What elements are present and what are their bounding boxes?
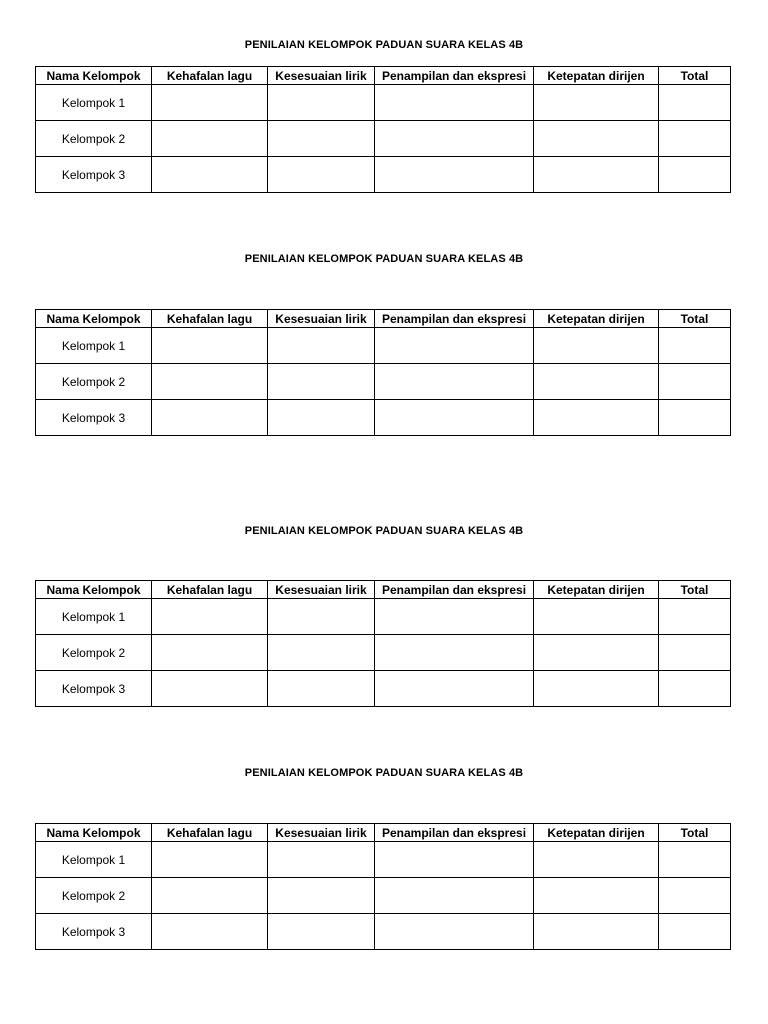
total-cell	[659, 842, 731, 878]
score-cell	[534, 85, 659, 121]
score-cell	[375, 635, 534, 671]
table-row	[36, 671, 731, 707]
score-cell	[375, 121, 534, 157]
table-header-row	[36, 824, 731, 842]
group-name-cell: Kelompok 2	[36, 635, 152, 671]
group-name-cell: Kelompok 2	[36, 878, 152, 914]
section-title: PENILAIAN KELOMPOK PADUAN SUARA KELAS 4B	[244, 525, 524, 537]
score-cell	[375, 914, 534, 950]
section-title: PENILAIAN KELOMPOK PADUAN SUARA KELAS 4B	[244, 39, 524, 51]
score-table	[35, 823, 731, 950]
score-cell	[534, 364, 659, 400]
score-cell	[152, 121, 268, 157]
score-table	[35, 580, 731, 707]
table-row	[36, 914, 731, 950]
score-cell	[534, 671, 659, 707]
header-nama-kelompok: Nama Kelompok	[36, 824, 152, 842]
score-cell	[152, 878, 268, 914]
score-cell	[375, 599, 534, 635]
score-cell	[268, 599, 375, 635]
header-kehafalan-lagu: Kehafalan lagu	[152, 67, 268, 85]
header-ketepatan-dirijen: Ketepatan dirijen	[534, 67, 659, 85]
score-cell	[534, 157, 659, 193]
score-cell	[375, 878, 534, 914]
score-cell	[375, 85, 534, 121]
table-row	[36, 400, 731, 436]
total-cell	[659, 85, 731, 121]
score-cell	[534, 914, 659, 950]
header-nama-kelompok: Nama Kelompok	[36, 310, 152, 328]
total-cell	[659, 400, 731, 436]
score-cell	[534, 121, 659, 157]
group-name-cell: Kelompok 1	[36, 842, 152, 878]
score-cell	[152, 635, 268, 671]
score-cell	[375, 671, 534, 707]
header-kehafalan-lagu: Kehafalan lagu	[152, 824, 268, 842]
total-cell	[659, 599, 731, 635]
total-cell	[659, 635, 731, 671]
score-cell	[152, 671, 268, 707]
table-row	[36, 599, 731, 635]
total-cell	[659, 914, 731, 950]
table-row	[36, 635, 731, 671]
group-name-cell: Kelompok 3	[36, 400, 152, 436]
header-kesesuaian-lirik: Kesesuaian lirik	[268, 581, 375, 599]
header-total: Total	[659, 310, 731, 328]
score-cell	[375, 400, 534, 436]
score-cell	[268, 878, 375, 914]
score-cell	[534, 400, 659, 436]
header-total: Total	[659, 824, 731, 842]
score-cell	[375, 157, 534, 193]
score-cell	[152, 842, 268, 878]
score-table	[35, 309, 731, 436]
table-row	[36, 157, 731, 193]
total-cell	[659, 328, 731, 364]
score-table	[35, 66, 731, 193]
table-row	[36, 364, 731, 400]
header-nama-kelompok: Nama Kelompok	[36, 67, 152, 85]
score-cell	[375, 842, 534, 878]
score-cell	[268, 121, 375, 157]
table-row	[36, 842, 731, 878]
score-cell	[268, 400, 375, 436]
group-name-cell: Kelompok 2	[36, 121, 152, 157]
score-cell	[268, 328, 375, 364]
section-title: PENILAIAN KELOMPOK PADUAN SUARA KELAS 4B	[244, 767, 524, 779]
score-cell	[268, 842, 375, 878]
group-name-cell: Kelompok 3	[36, 157, 152, 193]
score-cell	[375, 364, 534, 400]
header-nama-kelompok: Nama Kelompok	[36, 581, 152, 599]
header-kesesuaian-lirik: Kesesuaian lirik	[268, 824, 375, 842]
score-cell	[268, 85, 375, 121]
score-cell	[268, 914, 375, 950]
header-kehafalan-lagu: Kehafalan lagu	[152, 581, 268, 599]
total-cell	[659, 157, 731, 193]
table-row	[36, 85, 731, 121]
score-cell	[534, 328, 659, 364]
header-ketepatan-dirijen: Ketepatan dirijen	[534, 310, 659, 328]
score-cell	[534, 635, 659, 671]
header-penampilan-ekspresi: Penampilan dan ekspresi	[375, 310, 534, 328]
group-name-cell: Kelompok 3	[36, 914, 152, 950]
section-title: PENILAIAN KELOMPOK PADUAN SUARA KELAS 4B	[244, 253, 524, 265]
group-name-cell: Kelompok 1	[36, 85, 152, 121]
table-header-row	[36, 581, 731, 599]
header-kesesuaian-lirik: Kesesuaian lirik	[268, 310, 375, 328]
score-cell	[152, 914, 268, 950]
score-cell	[152, 599, 268, 635]
table-row	[36, 878, 731, 914]
header-penampilan-ekspresi: Penampilan dan ekspresi	[375, 581, 534, 599]
group-name-cell: Kelompok 1	[36, 599, 152, 635]
score-cell	[375, 328, 534, 364]
header-total: Total	[659, 581, 731, 599]
table-header-row	[36, 67, 731, 85]
header-ketepatan-dirijen: Ketepatan dirijen	[534, 581, 659, 599]
total-cell	[659, 878, 731, 914]
group-name-cell: Kelompok 2	[36, 364, 152, 400]
score-cell	[268, 157, 375, 193]
score-cell	[152, 364, 268, 400]
table-row	[36, 328, 731, 364]
total-cell	[659, 121, 731, 157]
table-row	[36, 121, 731, 157]
header-kesesuaian-lirik: Kesesuaian lirik	[268, 67, 375, 85]
score-cell	[152, 328, 268, 364]
header-penampilan-ekspresi: Penampilan dan ekspresi	[375, 67, 534, 85]
header-total: Total	[659, 67, 731, 85]
score-cell	[152, 157, 268, 193]
group-name-cell: Kelompok 3	[36, 671, 152, 707]
total-cell	[659, 671, 731, 707]
score-cell	[268, 671, 375, 707]
score-cell	[534, 599, 659, 635]
score-cell	[534, 842, 659, 878]
header-penampilan-ekspresi: Penampilan dan ekspresi	[375, 824, 534, 842]
score-cell	[268, 364, 375, 400]
total-cell	[659, 364, 731, 400]
score-cell	[534, 878, 659, 914]
score-cell	[152, 85, 268, 121]
header-ketepatan-dirijen: Ketepatan dirijen	[534, 824, 659, 842]
header-kehafalan-lagu: Kehafalan lagu	[152, 310, 268, 328]
score-cell	[152, 400, 268, 436]
score-cell	[268, 635, 375, 671]
group-name-cell: Kelompok 1	[36, 328, 152, 364]
table-header-row	[36, 310, 731, 328]
